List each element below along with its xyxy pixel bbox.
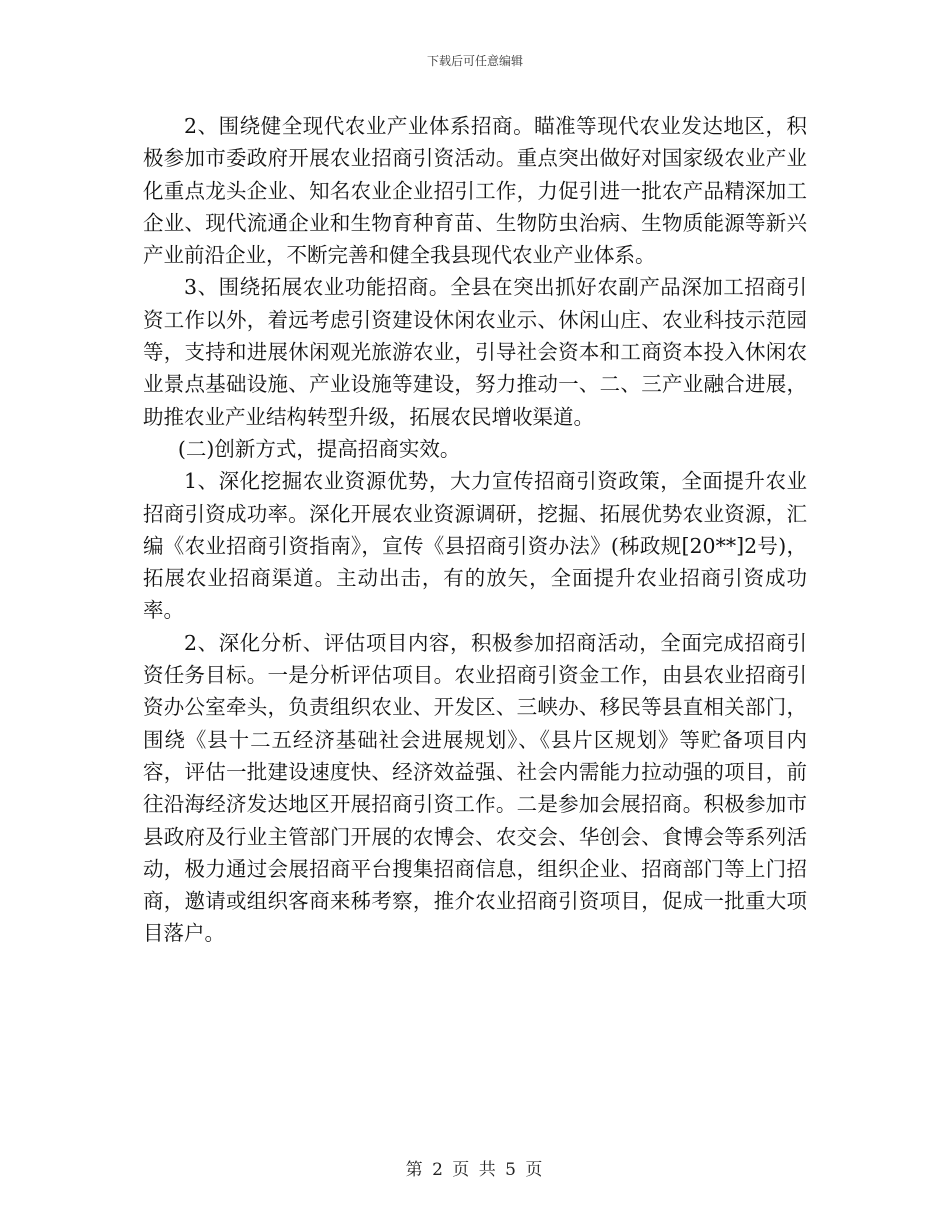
paragraph-industry-system: 2、围绕健全现代农业产业体系招商。瞄准等现代农业发达地区，积极参加市委政府开展农业招商引资活动。重点突出做好对国家级农业产业化重点龙头企业、知名农业企业招引工作，力促引进一批农产品精深加工企业、现代流通企业和生物育种育苗、生物防虫治病、生物质能源等新兴产业前沿企业，不断完善和健全我县现代农业产业体系。 (143, 114, 807, 268)
page-footer: 第 2 页 共 5 页 (405, 1160, 545, 1180)
paragraph-project-evaluation: 2、深化分析、评估项目内容，积极参加招商活动，全面完成招商引资任务目标。一是分析评估项目。农业招商引资金工作，由县农业招商引资办公室牵头，负责组织农业、开发区、三峡办、移民等县直相关部门，围绕《县十二五经济基础社会进展规划》、《县片区规划》等贮备项目内容，评估一批建设速度快、经济效益强、社会内需能力拉动强的项目，前往沿海经济发达地区开展招商引资工作。二是参加会展招商。积极参加市县政府及行业主管部门开展的农博会、农交会、华创会、食博会等系列活动，极力通过会展招商平台搜集招商信息，组织企业、招商部门等上门招商，邀请或组织客商来秭考察，推介农业招商引资项目，促成一批重大项目落户。 (143, 630, 807, 946)
paragraph-resource-advantage: 1、深化挖掘农业资源优势，大力宣传招商引资政策，全面提升农业招商引资成功率。深化开展农业资源调研，挖掘、拓展优势农业资源，汇编《农业招商引资指南》，宣传《县招商引资办法》(秭政规[20**]2号)，拓展农业招商渠道。主动出击，有的放矢，全面提升农业招商引资成功率。 (143, 469, 807, 623)
document-body (143, 110, 807, 950)
paragraph-agri-functions: 3、围绕拓展农业功能招商。全县在突出抓好农副产品深加工招商引资工作以外，着远考虑引资建设休闲农业示、休闲山庄、农业科技示范园等，支持和进展休闲观光旅游农业，引导社会资本和工商资本投入休闲农业景点基础设施、产业设施等建设，努力推动一、二、三产业融合进展，助推农业产业结构转型升级，拓展农民增收渠道。 (143, 275, 807, 429)
section-heading-innovation: (二)创新方式，提高招商实效。 (177, 436, 461, 461)
page-header: 下载后可任意编辑 (426, 54, 523, 68)
